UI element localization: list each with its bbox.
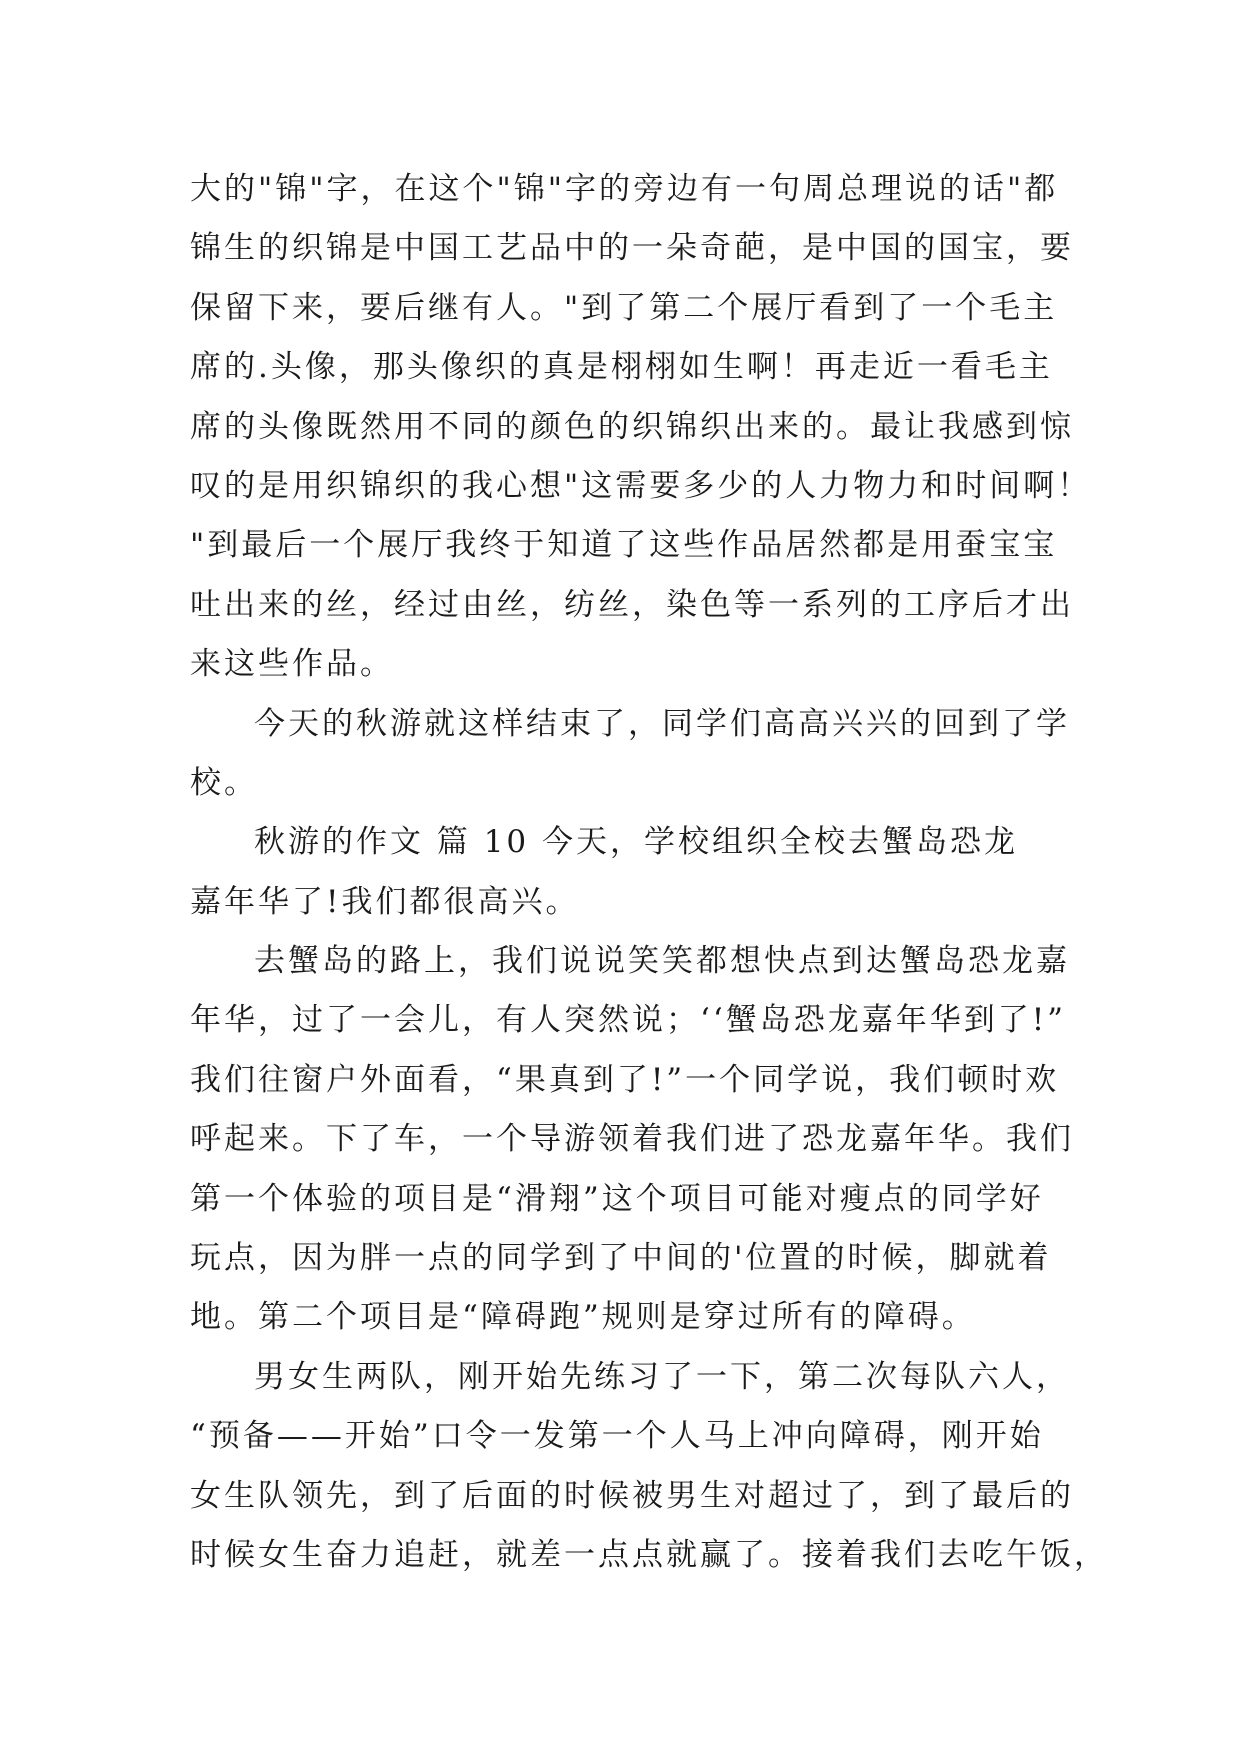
document-body	[190, 160, 1108, 1585]
text-line: 锦生的织锦是中国工艺品中的一朵奇葩，是中国的国宝，要	[190, 230, 1074, 267]
text-line: "到最后一个展厅我终于知道了这些作品居然都是用蚕宝宝	[190, 527, 1058, 564]
text-line: 叹的是用织锦织的我心想"这需要多少的人力物力和时间啊！	[190, 467, 1092, 504]
text-line: 秋游的作文 篇 10 今天，学校组织全校去蟹岛恐龙	[254, 824, 1019, 861]
text-line: 大的"锦"字，在这个"锦"字的旁边有一句周总理说的话"都	[190, 171, 1059, 207]
text-line: 我们往窗户外面看，“果真到了!”一个同学说，我们顿时欢	[190, 1061, 1060, 1098]
text-line: 今天的秋游就这样结束了，同学们高高兴兴的回到了学	[254, 705, 1070, 742]
text-line: 席的头像既然用不同的颜色的织锦织出来的。最让我感到惊	[190, 408, 1074, 445]
text-line: 呼起来。下了车，一个导游领着我们进了恐龙嘉年华。我们	[190, 1121, 1074, 1158]
text-line: 年华，过了一会儿，有人突然说；‘‘蟹岛恐龙嘉年华到了!”	[190, 1002, 1067, 1039]
text-line: “预备——开始”口令一发第一个人马上冲向障碍，刚开始	[190, 1418, 1044, 1455]
text-line: 校。	[190, 764, 258, 801]
text-line: 席的.头像，那头像织的真是栩栩如生啊！再走近一看毛主	[190, 349, 1053, 386]
text-line: 去蟹岛的路上，我们说说笑笑都想快点到达蟹岛恐龙嘉	[254, 943, 1070, 980]
text-line: 玩点，因为胖一点的同学到了中间的'位置的时候，脚就着	[190, 1240, 1052, 1277]
text-line: 第一个体验的项目是“滑翔”这个项目可能对瘦点的同学好	[190, 1180, 1044, 1217]
text-line: 来这些作品。	[190, 646, 394, 683]
text-line: 时候女生奋力追赶，就差一点点就赢了。接着我们去吃午饭，	[190, 1536, 1108, 1573]
text-line: 保留下来，要后继有人。"到了第二个展厅看到了一个毛主	[190, 289, 1058, 326]
text-line: 嘉年华了!我们都很高兴。	[190, 883, 580, 920]
text-line: 地。第二个项目是“障碍跑”规则是穿过所有的障碍。	[190, 1299, 976, 1336]
text-line: 女生队领先，到了后面的时候被男生对超过了，到了最后的	[190, 1477, 1074, 1514]
text-line: 吐出来的丝，经过由丝，纺丝，染色等一系列的工序后才出	[190, 586, 1074, 623]
text-line: 男女生两队，刚开始先练习了一下，第二次每队六人，	[254, 1358, 1070, 1395]
